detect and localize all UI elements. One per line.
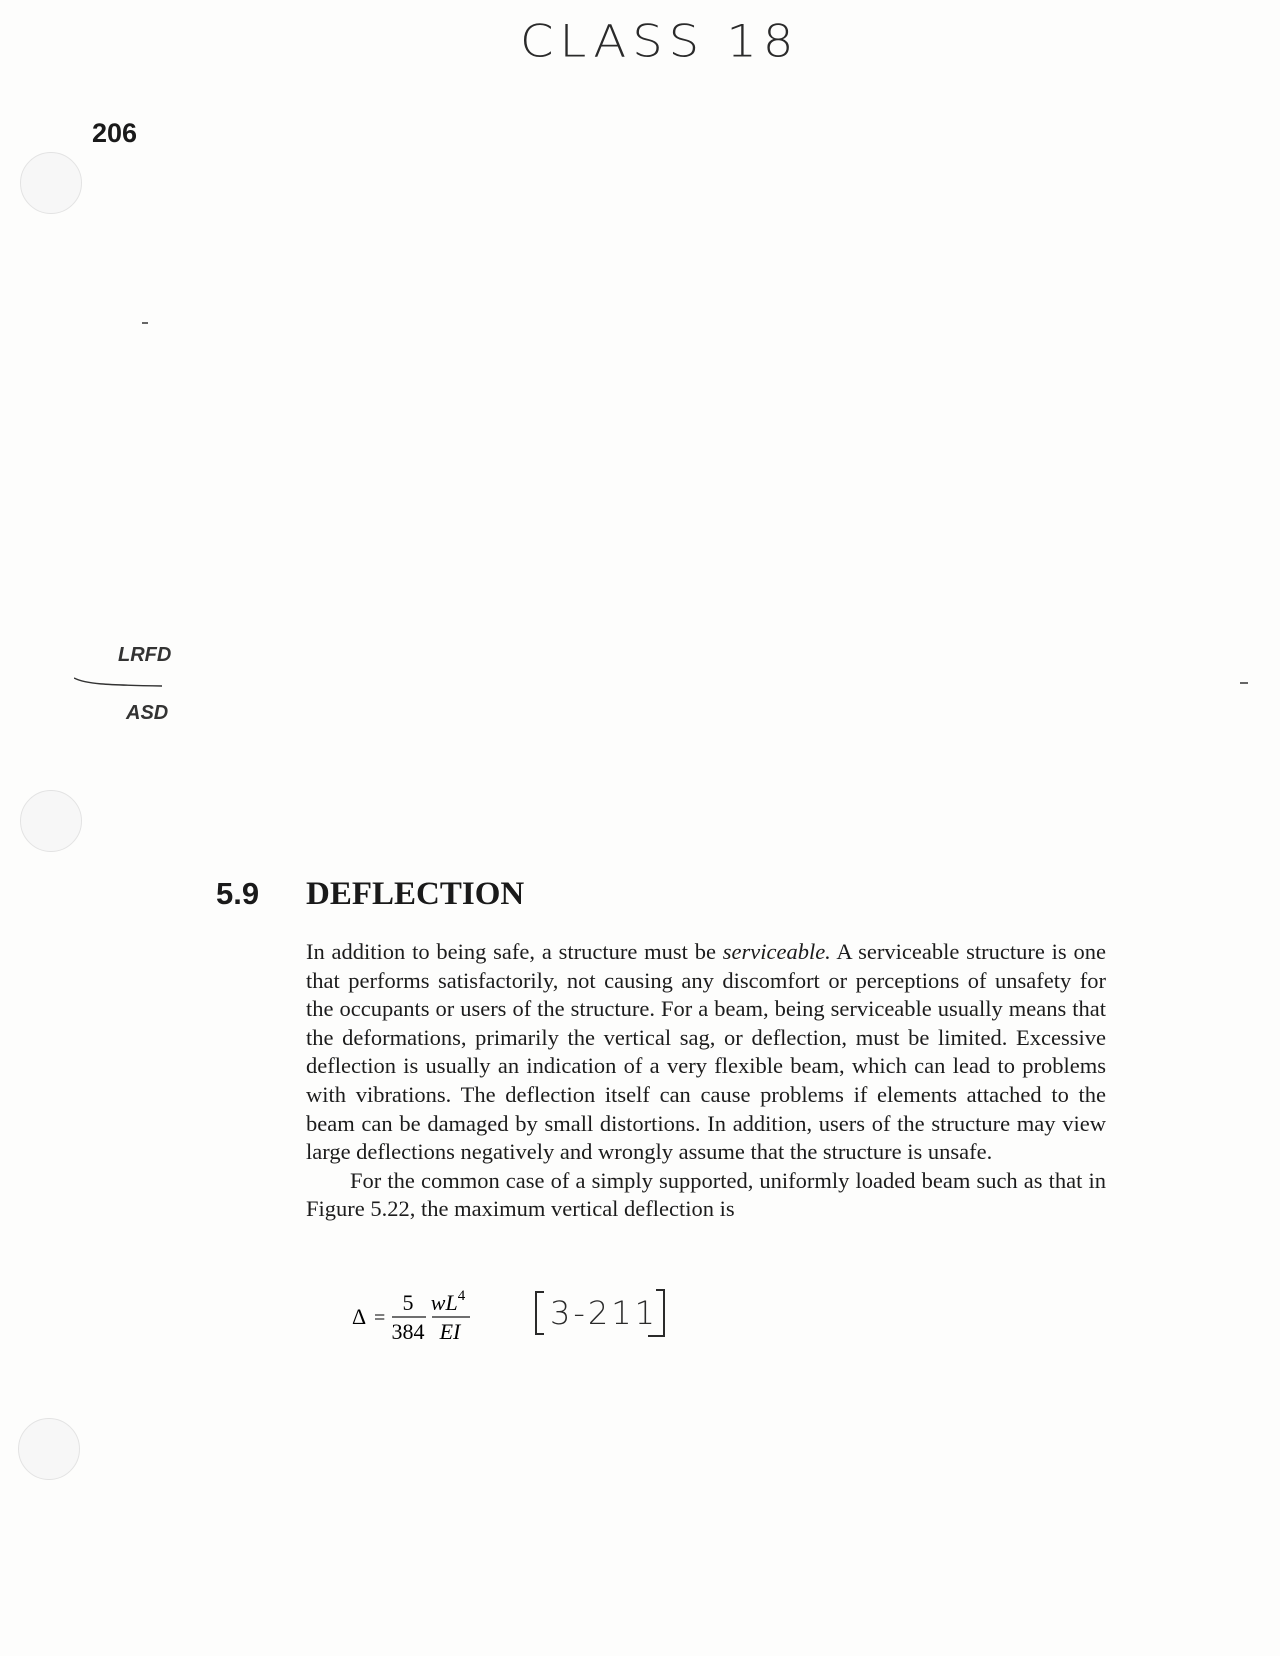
page-number: 206 [92,118,138,148]
formula-delta: Δ [352,1304,367,1329]
paragraph-1 [306,938,1106,1167]
section-number: 5.9 [216,876,260,911]
left-bracket [536,1292,544,1334]
serviceable-emphasis: serviceable. [722,939,831,964]
punch-hole-middle [20,790,82,852]
stray-mark-left [142,322,148,324]
formula-denominator-384: 384 [391,1319,425,1344]
equation-reference-text: 3-211 [550,1294,658,1332]
formula-equals: = [374,1307,386,1329]
handwritten-class-heading: CLASS 18 [520,16,800,68]
handwritten-equation-reference [530,1286,680,1346]
stray-mark-right [1240,682,1248,684]
punch-hole-bottom [18,1418,80,1480]
margin-tag-lrfd: LRFD [118,644,172,666]
margin-tag-asd: ASD [126,702,169,724]
section-title: DEFLECTION [306,876,525,912]
margin-tag-divider [74,676,174,690]
formula-numerator-5: 5 [402,1290,414,1315]
paragraph-1-rest: A serviceable structure is one that performs satisfactorily, not causing any discomfort or perceptions of unsafety for the occupants or users of the structure. For a beam, being serviceable usually means that the deformations, primarily the vertical sag, or deflection, must be limited. Excessive deflection is usually an indication of a very flexible beam, which can lead to problems with vibrations. The deflection itself can cause problems if elements attached to the beam can be damaged by small distortions. In addition, users of the structure may view large deflections negatively and wrongly assume that the structure is unsafe. [306,939,1106,1165]
paragraph-1-start: In addition to being safe, a structure must be [306,939,723,964]
section-body [306,938,1106,1224]
formula-numerator-wl: $wL^4$ [430,1288,466,1315]
punch-hole-top [20,152,82,214]
paragraph-2: For the common case of a simply supported, uniformly loaded beam such as that in Figure 5.22, the maximum vertical deflection is [306,1167,1106,1222]
formula-denominator-ei: EI [439,1319,461,1344]
